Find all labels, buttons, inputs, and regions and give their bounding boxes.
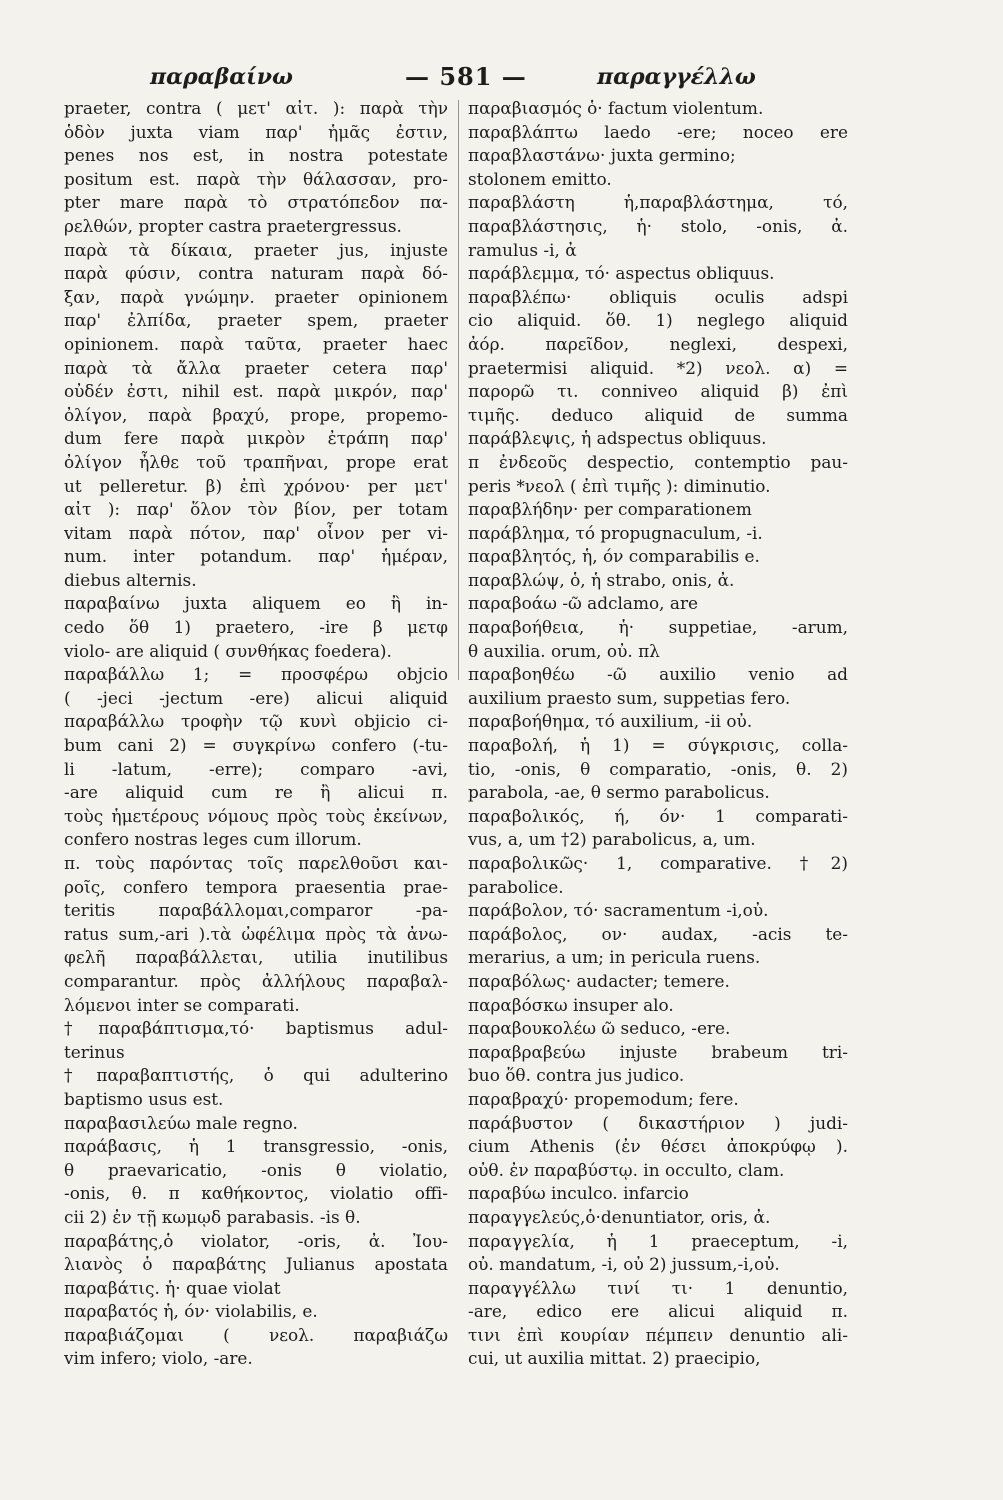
text-line: stolonem emitto. <box>468 168 612 189</box>
text-line: παραβλητός, ἡ, όν comparabilis e. <box>468 546 760 567</box>
left-guide-word: παραβαίνω <box>150 64 293 90</box>
text-line: παραβοάω -ῶ adclamo, are <box>468 593 699 614</box>
text-line: ramulus -i, ἀ <box>468 239 577 260</box>
text-line: merarius, a um; in pericula ruens. <box>468 947 761 968</box>
text-line: parabola, -ae, θ sermo parabolicus. <box>468 782 770 803</box>
text-line: παραβοηθέω -ῶ auxilio venio ad <box>468 664 848 685</box>
text-line: violo- are aliquid ( συνθήκας foedera). <box>64 640 392 661</box>
text-line: παράβυστον ( δικαστήριον ) judi- <box>468 1112 848 1133</box>
text-line: ξαν, παρὰ γνώμην. praeter opinionem <box>64 286 448 307</box>
text-line: terinus <box>64 1041 125 1062</box>
text-line: ratus sum,-ari ).τὰ ὠφέλιμα πρὸς τὰ ἀνω- <box>64 923 448 944</box>
text-line: diebus alternis. <box>64 569 197 590</box>
text-line: παραβάτις. ἡ· quae violat <box>64 1277 281 1298</box>
text-line: παραβλάστησις, ἡ· stolo, -onis, ἀ. <box>468 215 848 236</box>
text-line: tio, -onis, θ comparatio, -onis, θ. 2) <box>468 758 848 779</box>
text-line: παράβλεψις, ἡ adspectus obliquus. <box>468 428 767 449</box>
text-line: auxilium praesto sum, suppetias fero. <box>468 687 791 708</box>
text-line: παράβασις, ἡ 1 transgressio, -onis, <box>64 1136 448 1157</box>
text-line: θ praevaricatio, -onis θ violatio, <box>64 1159 448 1180</box>
left-column <box>64 97 448 1371</box>
text-line: ὁδὸν juxta viam παρ' ἡμᾶς ἐστιν, <box>64 121 448 142</box>
text-line: παρ' ἐλπίδα, praeter spem, praeter <box>64 310 448 331</box>
text-line: παραβατός ἡ, όν· violabilis, e. <box>64 1301 318 1322</box>
text-line: baptismo usus est. <box>64 1088 224 1109</box>
text-line: cui, ut auxilia mittat. 2) praecipio, <box>468 1348 761 1369</box>
text-line: λιανὸς ὁ παραβάτης Julianus apostata <box>64 1254 448 1275</box>
text-line: peris *νεολ ( ἐπὶ τιμῆς ): diminutio. <box>468 475 771 496</box>
text-line: παρὰ τὰ ἄλλα praeter cetera παρ' <box>64 357 448 378</box>
text-line: παραβοήθεια, ἡ· suppetiae, -arum, <box>468 617 848 638</box>
text-line: παραβάτης,ὁ violator, -oris, ἀ. Ἰου- <box>64 1230 448 1251</box>
text-line: φελῆ παραβάλλεται, utilia inutilibus <box>64 947 448 968</box>
text-line: παραβολικῶς· 1, comparative. †2) <box>468 853 848 873</box>
text-line: οὐδέν ἐστι, nihil est. παρὰ μικρόν, παρ' <box>64 381 448 402</box>
text-line: ροῖς, confero tempora praesentia prae- <box>64 876 448 897</box>
text-line: παραβόλως· audacter; temere. <box>468 970 730 991</box>
text-line: †παραβαπτιστής, ὁ qui adulterino <box>64 1065 448 1086</box>
text-line: παράβολος, ον· audax, -acis te- <box>468 923 848 944</box>
text-line: praeter, contra ( μετ' αἰτ. ): παρὰ τὴν <box>64 98 448 118</box>
text-line: παραβασιλεύω male regno. <box>64 1112 298 1133</box>
text-line: παρὰ τὰ δίκαια, praeter jus, injuste <box>64 239 448 260</box>
text-line: dum fere παρὰ μικρὸν ἐτράπη παρ' <box>64 428 448 449</box>
text-line: †παραβάπτισμα,τό· baptismus adul- <box>64 1018 448 1039</box>
text-line: παραγγέλλω τινί τι· 1 denuntio, <box>468 1277 848 1298</box>
text-line: pter mare παρὰ τὸ στρατόπεδον πα- <box>64 192 448 213</box>
text-line: teritis παραβάλλομαι,comparor -pa- <box>64 900 448 921</box>
text-line: ὀλίγον ἦλθε τοῦ τραπῆναι, prope erat <box>64 451 448 472</box>
text-line: οὐ. mandatum, -i, οὐ 2) jussum,-i,οὐ. <box>468 1254 780 1275</box>
text-line: παραβύω inculco. infarcio <box>468 1183 689 1204</box>
right-guide-word: παραγγέλλω <box>597 64 756 90</box>
text-line: παραβλέπω· obliquis oculis adspi <box>468 286 848 307</box>
text-line: vus, a, um †2) parabolicus, a, um. <box>468 829 756 850</box>
text-line: παράβολον, τό· sacramentum -i,οὐ. <box>468 900 769 921</box>
text-line: ( -jeci -jectum -ere) alicui aliquid <box>64 687 448 708</box>
text-line: παραβοήθημα, τό auxilium, -ii οὐ. <box>468 711 753 732</box>
text-line: παράβλημα, τό propugnaculum, -i. <box>468 522 763 543</box>
text-line: παραβλάπτω laedo -ere; noceo ere <box>468 121 848 142</box>
text-line: parabolice. <box>468 876 564 897</box>
text-line: παραβολικός, ή, όν· 1 comparati- <box>468 805 848 826</box>
text-line: ὀλίγον, παρὰ βραχύ, prope, propemo- <box>64 404 448 425</box>
text-line: cii 2) ἐν τῇ κωμῳδ parabasis. -is θ. <box>64 1206 361 1227</box>
text-line: αἰτ ): παρ' ὅλον τὸν βίον, per totam <box>64 499 448 520</box>
text-line: positum est. παρὰ τὴν θάλασσαν, pro- <box>64 168 448 189</box>
text-line: παραβουκολέω ῶ seduco, -ere. <box>468 1018 731 1039</box>
text-line: παραβλήδην· per comparationem <box>468 499 752 520</box>
text-line: confero nostras leges cum illorum. <box>64 829 362 850</box>
text-line: comparantur. πρὸς ἀλλήλους παραβαλ- <box>64 970 448 991</box>
text-line: vim infero; violo, -are. <box>64 1348 253 1369</box>
text-line: cium Athenis (ἐν θέσει ἀποκρύφῳ ). <box>468 1136 848 1157</box>
text-line: li -latum, -erre); comparo -avi, <box>64 758 448 779</box>
text-line: τιμῆς. deduco aliquid de summa <box>468 404 848 425</box>
text-line: παραβραβεύω injuste brabeum tri- <box>468 1041 848 1062</box>
text-line: -onis, θ. π καθήκοντος, violatio offi- <box>64 1183 448 1204</box>
text-line: num. inter potandum. παρ' ἡμέραν, <box>64 546 448 567</box>
text-line: -are, edico ere alicui aliquid π. <box>468 1301 848 1322</box>
text-line: -are aliquid cum re ἢ alicui π. <box>64 782 448 803</box>
text-line: cio aliquid. ὅθ. 1) neglego aliquid <box>468 310 848 331</box>
text-line: παραβλαστάνω· juxta germino; <box>468 145 736 166</box>
text-line: opinionem. παρὰ ταῦτα, praeter haec <box>64 333 448 354</box>
text-line: θ auxilia. orum, οὐ. πλ <box>468 640 660 661</box>
text-line: παράβλεμμα, τό· aspectus obliquus. <box>468 263 775 284</box>
text-line: οὐθ. ἐν παραβύστῳ. in occulto, clam. <box>468 1159 785 1180</box>
text-line: λόμενοι inter se comparati. <box>64 994 300 1015</box>
right-column <box>468 97 848 1371</box>
text-line: παραβόσκω insuper alo. <box>468 994 674 1015</box>
text-line: παραβολή, ἡ 1) = σύγκρισις, colla- <box>468 735 848 756</box>
text-line: παραβιάζομαι ( νεολ. παραβιάζω <box>64 1324 448 1345</box>
text-line: παραβιασμός ὁ· factum violentum. <box>468 98 764 118</box>
text-line: τινι ἐπὶ κουρίαν πέμπειν denuntio ali- <box>468 1324 848 1345</box>
page-number: — 581 — <box>405 62 527 91</box>
text-line: παραβάλλω τροφὴν τῷ κυνὶ objicio ci- <box>64 711 448 732</box>
text-line: παραβραχύ· propemodum; fere. <box>468 1088 739 1109</box>
text-line: παρὰ φύσιν, contra naturam παρὰ δό- <box>64 263 448 284</box>
text-line: π. τοὺς παρόντας τοῖς παρελθοῦσι και- <box>64 853 448 873</box>
text-line: praetermisi aliquid. *2) νεολ. α) = <box>468 357 848 378</box>
text-line: παραβλάστη ἡ,παραβλάστημα, τό, <box>468 192 848 213</box>
text-line: ρελθών, propter castra praetergressus. <box>64 215 402 236</box>
text-line: παραγγελεύς,ὁ·denuntiator, oris, ἀ. <box>468 1206 771 1227</box>
text-line: π ἐνδεοῦς despectio, contemptio pau- <box>468 451 848 472</box>
text-line: τοὺς ἡμετέρους νόμους πρὸς τοὺς ἐκείνων, <box>64 805 448 826</box>
text-line: cedo ὅθ 1) praetero, -ire β μετφ <box>64 617 448 638</box>
column-divider <box>458 100 459 680</box>
text-line: παραβλώψ, ὁ, ἡ strabo, onis, ἀ. <box>468 569 735 590</box>
text-line: παραγγελία, ἡ 1 praeceptum, -i, <box>468 1230 848 1251</box>
text-line: ut pelleretur. β) ἐπὶ χρόνου· per μετ' <box>64 475 448 496</box>
text-line: bum cani 2) = συγκρίνω confero (-tu- <box>64 735 448 756</box>
text-line: vitam παρὰ πότον, παρ' οἶνον per vi- <box>64 522 448 543</box>
text-line: ἀόρ. παρεῖδον, neglexi, despexi, <box>468 333 848 354</box>
page-header <box>0 58 1003 98</box>
text-line: παραβαίνω juxta aliquem eo ἢ in- <box>64 593 448 614</box>
text-line: παρορῶ τι. conniveo aliquid β) ἐπὶ <box>468 381 848 402</box>
text-line: buo ὅθ. contra jus judico. <box>468 1065 685 1086</box>
text-line: παραβάλλω 1; = προσφέρω objcio <box>64 664 448 685</box>
text-line: penes nos est, in nostra potestate <box>64 145 448 166</box>
